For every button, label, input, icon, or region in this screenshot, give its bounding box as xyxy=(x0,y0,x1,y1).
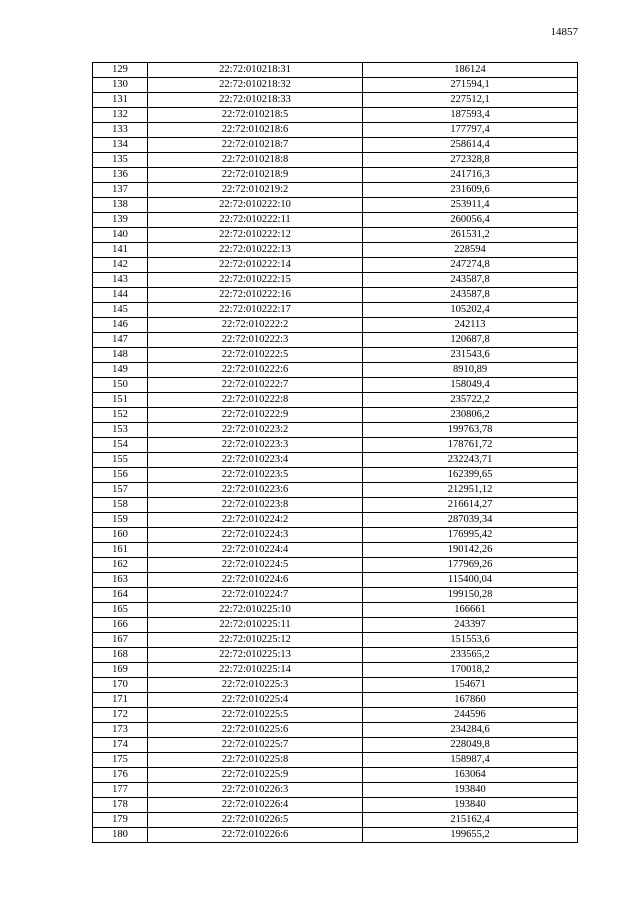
value-cell: 120687,8 xyxy=(363,333,578,348)
row-number-cell: 141 xyxy=(93,243,148,258)
cadastral-number-cell: 22:72:010224:3 xyxy=(148,528,363,543)
cadastral-number-cell: 22:72:010222:12 xyxy=(148,228,363,243)
value-cell: 199150,28 xyxy=(363,588,578,603)
row-number-cell: 150 xyxy=(93,378,148,393)
cadastral-number-cell: 22:72:010225:4 xyxy=(148,693,363,708)
table-row xyxy=(93,543,578,558)
table-row xyxy=(93,813,578,828)
table-row xyxy=(93,648,578,663)
table-row xyxy=(93,198,578,213)
value-cell: 105202,4 xyxy=(363,303,578,318)
value-cell: 243397 xyxy=(363,618,578,633)
table-row xyxy=(93,768,578,783)
cadastral-number-cell: 22:72:010224:4 xyxy=(148,543,363,558)
value-cell: 154671 xyxy=(363,678,578,693)
row-number-cell: 149 xyxy=(93,363,148,378)
cadastral-number-cell: 22:72:010223:2 xyxy=(148,423,363,438)
value-cell: 176995,42 xyxy=(363,528,578,543)
row-number-cell: 165 xyxy=(93,603,148,618)
value-cell: 287039,34 xyxy=(363,513,578,528)
table-row xyxy=(93,213,578,228)
table-row xyxy=(93,573,578,588)
value-cell: 231609,6 xyxy=(363,183,578,198)
cadastral-number-cell: 22:72:010225:14 xyxy=(148,663,363,678)
cadastral-number-cell: 22:72:010225:9 xyxy=(148,768,363,783)
cadastral-number-cell: 22:72:010222:14 xyxy=(148,258,363,273)
cadastral-number-cell: 22:72:010222:8 xyxy=(148,393,363,408)
cadastral-number-cell: 22:72:010218:33 xyxy=(148,93,363,108)
cadastral-number-cell: 22:72:010226:4 xyxy=(148,798,363,813)
table-row xyxy=(93,228,578,243)
cadastral-number-cell: 22:72:010218:6 xyxy=(148,123,363,138)
cadastral-number-cell: 22:72:010224:7 xyxy=(148,588,363,603)
cadastral-number-cell: 22:72:010225:12 xyxy=(148,633,363,648)
cadastral-number-cell: 22:72:010226:6 xyxy=(148,828,363,843)
row-number-cell: 137 xyxy=(93,183,148,198)
cadastral-number-cell: 22:72:010224:6 xyxy=(148,573,363,588)
table-row xyxy=(93,438,578,453)
table-row xyxy=(93,288,578,303)
cadastral-number-cell: 22:72:010222:6 xyxy=(148,363,363,378)
value-cell: 186124 xyxy=(363,63,578,78)
row-number-cell: 146 xyxy=(93,318,148,333)
cadastral-number-cell: 22:72:010222:2 xyxy=(148,318,363,333)
row-number-cell: 157 xyxy=(93,483,148,498)
table-row xyxy=(93,303,578,318)
table-row xyxy=(93,498,578,513)
table-row xyxy=(93,633,578,648)
row-number-cell: 139 xyxy=(93,213,148,228)
table-row xyxy=(93,333,578,348)
cadastral-number-cell: 22:72:010223:5 xyxy=(148,468,363,483)
cadastral-number-cell: 22:72:010218:32 xyxy=(148,78,363,93)
row-number-cell: 162 xyxy=(93,558,148,573)
value-cell: 258614,4 xyxy=(363,138,578,153)
table-row xyxy=(93,243,578,258)
table-row xyxy=(93,423,578,438)
cadastral-number-cell: 22:72:010222:16 xyxy=(148,288,363,303)
table-row xyxy=(93,363,578,378)
row-number-cell: 167 xyxy=(93,633,148,648)
value-cell: 8910,89 xyxy=(363,363,578,378)
page-number: 14857 xyxy=(550,26,578,38)
value-cell: 231543,6 xyxy=(363,348,578,363)
value-cell: 253911,4 xyxy=(363,198,578,213)
table-row xyxy=(93,123,578,138)
value-cell: 158987,4 xyxy=(363,753,578,768)
table-row xyxy=(93,528,578,543)
value-cell: 158049,4 xyxy=(363,378,578,393)
table-row xyxy=(93,273,578,288)
value-cell: 215162,4 xyxy=(363,813,578,828)
table-row xyxy=(93,393,578,408)
value-cell: 193840 xyxy=(363,783,578,798)
row-number-cell: 175 xyxy=(93,753,148,768)
table-row xyxy=(93,453,578,468)
value-cell: 228594 xyxy=(363,243,578,258)
cadastral-number-cell: 22:72:010222:13 xyxy=(148,243,363,258)
value-cell: 163064 xyxy=(363,768,578,783)
row-number-cell: 147 xyxy=(93,333,148,348)
value-cell: 244596 xyxy=(363,708,578,723)
row-number-cell: 142 xyxy=(93,258,148,273)
cadastral-number-cell: 22:72:010225:8 xyxy=(148,753,363,768)
cadastral-number-cell: 22:72:010224:5 xyxy=(148,558,363,573)
cadastral-number-cell: 22:72:010222:9 xyxy=(148,408,363,423)
cadastral-number-cell: 22:72:010225:3 xyxy=(148,678,363,693)
cadastral-number-cell: 22:72:010225:13 xyxy=(148,648,363,663)
table-row xyxy=(93,513,578,528)
cadastral-number-cell: 22:72:010223:8 xyxy=(148,498,363,513)
cadastral-number-cell: 22:72:010225:7 xyxy=(148,738,363,753)
value-cell: 162399,65 xyxy=(363,468,578,483)
cadastral-number-cell: 22:72:010226:5 xyxy=(148,813,363,828)
cadastral-number-cell: 22:72:010226:3 xyxy=(148,783,363,798)
row-number-cell: 169 xyxy=(93,663,148,678)
cadastral-number-cell: 22:72:010222:10 xyxy=(148,198,363,213)
row-number-cell: 168 xyxy=(93,648,148,663)
table-row xyxy=(93,693,578,708)
value-cell: 234284,6 xyxy=(363,723,578,738)
table-row xyxy=(93,348,578,363)
table-body xyxy=(93,63,578,843)
row-number-cell: 174 xyxy=(93,738,148,753)
value-cell: 227512,1 xyxy=(363,93,578,108)
table-row xyxy=(93,168,578,183)
table-row xyxy=(93,483,578,498)
table-row xyxy=(93,468,578,483)
row-number-cell: 172 xyxy=(93,708,148,723)
cadastral-number-cell: 22:72:010223:6 xyxy=(148,483,363,498)
table-row xyxy=(93,783,578,798)
table-row xyxy=(93,63,578,78)
row-number-cell: 153 xyxy=(93,423,148,438)
row-number-cell: 148 xyxy=(93,348,148,363)
row-number-cell: 161 xyxy=(93,543,148,558)
table-row xyxy=(93,108,578,123)
cadastral-number-cell: 22:72:010225:11 xyxy=(148,618,363,633)
value-cell: 271594,1 xyxy=(363,78,578,93)
table-row xyxy=(93,138,578,153)
table-row xyxy=(93,798,578,813)
row-number-cell: 179 xyxy=(93,813,148,828)
value-cell: 232243,71 xyxy=(363,453,578,468)
cadastral-number-cell: 22:72:010222:3 xyxy=(148,333,363,348)
row-number-cell: 160 xyxy=(93,528,148,543)
row-number-cell: 140 xyxy=(93,228,148,243)
value-cell: 228049,8 xyxy=(363,738,578,753)
value-cell: 199763,78 xyxy=(363,423,578,438)
table-row xyxy=(93,753,578,768)
value-cell: 178761,72 xyxy=(363,438,578,453)
value-cell: 242113 xyxy=(363,318,578,333)
table-row xyxy=(93,708,578,723)
value-cell: 241716,3 xyxy=(363,168,578,183)
cadastral-number-cell: 22:72:010222:17 xyxy=(148,303,363,318)
value-cell: 167860 xyxy=(363,693,578,708)
row-number-cell: 177 xyxy=(93,783,148,798)
cadastral-number-cell: 22:72:010219:2 xyxy=(148,183,363,198)
row-number-cell: 155 xyxy=(93,453,148,468)
cadastral-number-cell: 22:72:010222:5 xyxy=(148,348,363,363)
row-number-cell: 132 xyxy=(93,108,148,123)
cadastral-number-cell: 22:72:010218:5 xyxy=(148,108,363,123)
row-number-cell: 151 xyxy=(93,393,148,408)
row-number-cell: 159 xyxy=(93,513,148,528)
value-cell: 243587,8 xyxy=(363,288,578,303)
value-cell: 261531,2 xyxy=(363,228,578,243)
row-number-cell: 180 xyxy=(93,828,148,843)
table-row xyxy=(93,603,578,618)
row-number-cell: 176 xyxy=(93,768,148,783)
table-row xyxy=(93,318,578,333)
row-number-cell: 158 xyxy=(93,498,148,513)
table-row xyxy=(93,738,578,753)
cadastral-number-cell: 22:72:010222:15 xyxy=(148,273,363,288)
value-cell: 187593,4 xyxy=(363,108,578,123)
value-cell: 260056,4 xyxy=(363,213,578,228)
table-row xyxy=(93,663,578,678)
cadastral-number-cell: 22:72:010223:3 xyxy=(148,438,363,453)
value-cell: 272328,8 xyxy=(363,153,578,168)
row-number-cell: 138 xyxy=(93,198,148,213)
table-row xyxy=(93,183,578,198)
cadastral-number-cell: 22:72:010225:6 xyxy=(148,723,363,738)
row-number-cell: 129 xyxy=(93,63,148,78)
row-number-cell: 173 xyxy=(93,723,148,738)
row-number-cell: 166 xyxy=(93,618,148,633)
cadastral-number-cell: 22:72:010222:11 xyxy=(148,213,363,228)
table-row xyxy=(93,678,578,693)
row-number-cell: 164 xyxy=(93,588,148,603)
row-number-cell: 170 xyxy=(93,678,148,693)
row-number-cell: 144 xyxy=(93,288,148,303)
row-number-cell: 143 xyxy=(93,273,148,288)
row-number-cell: 163 xyxy=(93,573,148,588)
cadastral-number-cell: 22:72:010225:5 xyxy=(148,708,363,723)
cadastral-number-cell: 22:72:010224:2 xyxy=(148,513,363,528)
table-row xyxy=(93,93,578,108)
value-cell: 115400,04 xyxy=(363,573,578,588)
row-number-cell: 133 xyxy=(93,123,148,138)
value-cell: 170018,2 xyxy=(363,663,578,678)
row-number-cell: 154 xyxy=(93,438,148,453)
row-number-cell: 145 xyxy=(93,303,148,318)
value-cell: 151553,6 xyxy=(363,633,578,648)
value-cell: 233565,2 xyxy=(363,648,578,663)
table-row xyxy=(93,588,578,603)
value-cell: 247274,8 xyxy=(363,258,578,273)
table-row xyxy=(93,258,578,273)
value-cell: 177969,26 xyxy=(363,558,578,573)
table-row xyxy=(93,828,578,843)
table-row xyxy=(93,378,578,393)
value-cell: 235722,2 xyxy=(363,393,578,408)
row-number-cell: 136 xyxy=(93,168,148,183)
cadastral-number-cell: 22:72:010222:7 xyxy=(148,378,363,393)
cadastral-value-table xyxy=(92,62,578,843)
cadastral-number-cell: 22:72:010223:4 xyxy=(148,453,363,468)
table-row xyxy=(93,618,578,633)
row-number-cell: 130 xyxy=(93,78,148,93)
row-number-cell: 171 xyxy=(93,693,148,708)
value-cell: 216614,27 xyxy=(363,498,578,513)
value-cell: 193840 xyxy=(363,798,578,813)
table-row xyxy=(93,408,578,423)
value-cell: 199655,2 xyxy=(363,828,578,843)
row-number-cell: 178 xyxy=(93,798,148,813)
cadastral-number-cell: 22:72:010218:31 xyxy=(148,63,363,78)
cadastral-number-cell: 22:72:010218:8 xyxy=(148,153,363,168)
table-row xyxy=(93,78,578,93)
table-row xyxy=(93,558,578,573)
value-cell: 212951,12 xyxy=(363,483,578,498)
cadastral-number-cell: 22:72:010218:9 xyxy=(148,168,363,183)
row-number-cell: 131 xyxy=(93,93,148,108)
cadastral-number-cell: 22:72:010225:10 xyxy=(148,603,363,618)
cadastral-number-cell: 22:72:010218:7 xyxy=(148,138,363,153)
table-row xyxy=(93,153,578,168)
value-cell: 177797,4 xyxy=(363,123,578,138)
row-number-cell: 135 xyxy=(93,153,148,168)
table-row xyxy=(93,723,578,738)
row-number-cell: 156 xyxy=(93,468,148,483)
row-number-cell: 134 xyxy=(93,138,148,153)
value-cell: 230806,2 xyxy=(363,408,578,423)
row-number-cell: 152 xyxy=(93,408,148,423)
value-cell: 243587,8 xyxy=(363,273,578,288)
value-cell: 166661 xyxy=(363,603,578,618)
value-cell: 190142,26 xyxy=(363,543,578,558)
